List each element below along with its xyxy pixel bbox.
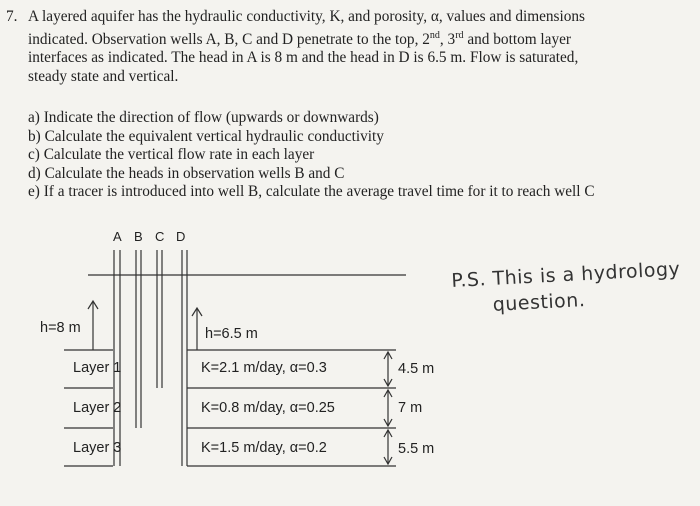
note-line-2: question. (492, 289, 586, 316)
part-d: d) Calculate the heads in observation wells B and C (28, 164, 345, 182)
note-line-1: P.S. This is a hydrology (450, 258, 681, 292)
layer-3-name: Layer 3 (73, 440, 122, 456)
head-label-d: h=6.5 m (205, 326, 258, 342)
question-line-3: interfaces as indicated. The head in A is 8 m and the head in D is 6.5 m. Flow is saturated, (28, 49, 579, 67)
part-c: c) Calculate the vertical flow rate in each layer (28, 146, 315, 164)
well-label-d: D (176, 229, 186, 244)
question-line-4: steady state and vertical. (28, 67, 179, 85)
part-b: b) Calculate the equivalent vertical hydraulic conductivity (28, 127, 384, 145)
part-e: e) If a tracer is introduced into well B, calculate the average travel time for it to reach well C (28, 183, 595, 201)
layer-3-thickness: 5.5 m (398, 441, 435, 457)
well-label-b: B (134, 229, 143, 244)
layer-1-props: K=2.1 m/day, α=0.3 (201, 360, 327, 376)
layer-2-props: K=0.8 m/day, α=0.25 (201, 400, 335, 416)
part-a: a) Indicate the direction of flow (upwards or downwards) (28, 109, 379, 126)
layer-2-name: Layer 2 (73, 400, 122, 416)
question-number: 7. (6, 8, 18, 25)
well-label-c: C (155, 229, 165, 244)
well-label-a: A (113, 229, 122, 244)
question-line-1: A layered aquifer has the hydraulic conductivity, K, and porosity, α, values and dimensions (28, 8, 586, 25)
layer-3-props: K=1.5 m/day, α=0.2 (201, 440, 327, 456)
head-label-a: h=8 m (40, 320, 81, 336)
question-line-2: indicated. Observation wells A, B, C and D penetrate to the top, 2nd, 3rd and bottom layer (28, 29, 572, 48)
layer-1-name: Layer 1 (73, 360, 122, 376)
layer-2-thickness: 7 m (398, 400, 423, 416)
layer-1-thickness: 4.5 m (398, 361, 435, 377)
